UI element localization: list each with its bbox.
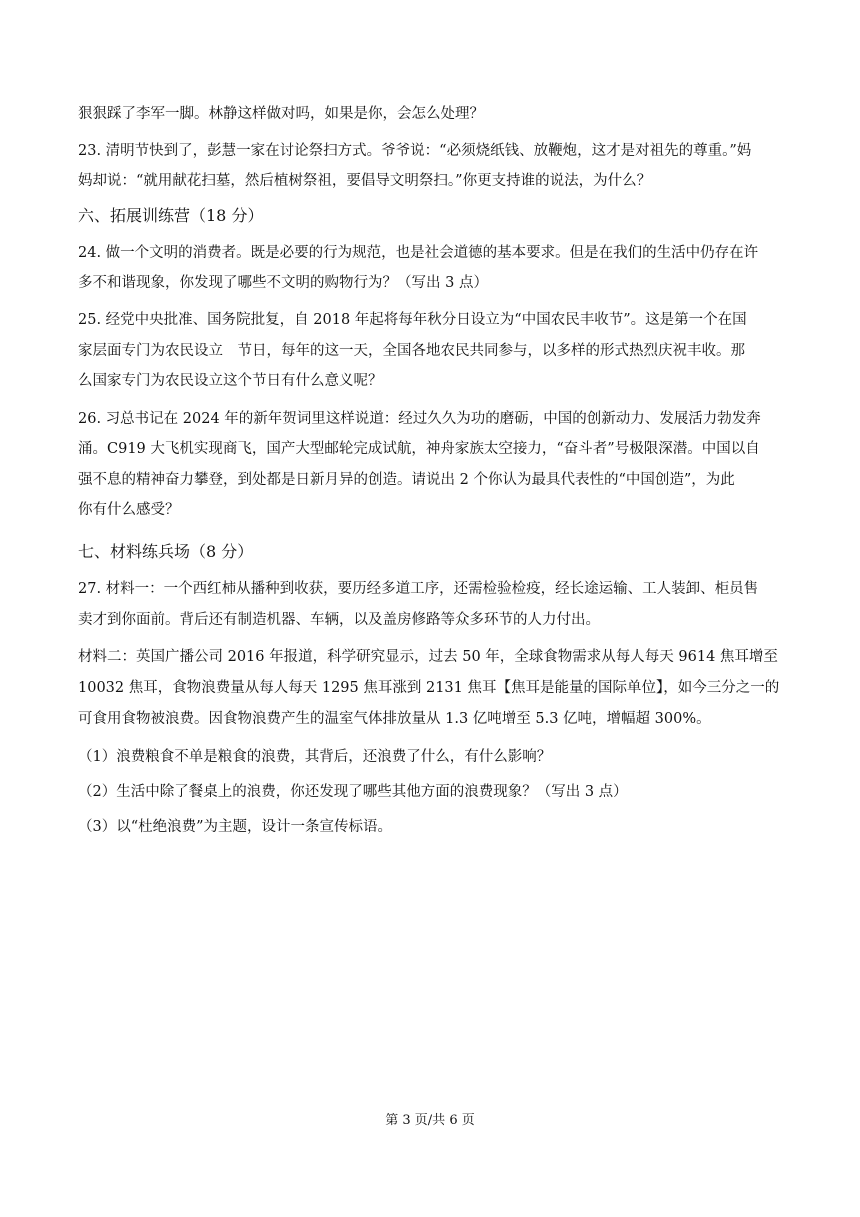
question-23-line-2: 妈却说：“就用献花扫墓，然后植树祭祖，要倡导文明祭扫。”你更支持谁的说法，为什么？ [78,173,652,189]
question-27-material-2-line-3: 可食用食物被浪费。因食物浪费产生的温室气体排放量从 1.3 亿吨增至 5.3 亿吨，增幅超 300%。 [78,711,711,727]
question-24-line-2: 多不和谐现象，你发现了哪些不文明的购物行为？（写出 3 点） [78,275,488,291]
question-27-material-2-line-2: 10032 焦耳，食物浪费量从每人每天 1295 焦耳涨到 2131 焦耳【焦耳是能量的国际单位】，如今三分之一的 [78,680,780,696]
question-27-material-1-line-1: 27. 材料一：一个西红柿从播种到收获，要历经多道工序，还需检验检疫，经长途运输、工人装卸、柜员售 [78,581,759,597]
question-26-line-2: 涌。C919 大飞机实现商飞，国产大型邮轮完成试航，神舟家族太空接力，“奋斗者”号极限深潜。中国以自 [78,441,760,457]
question-23-line-1: 23. 清明节快到了，彭慧一家在讨论祭扫方式。爷爷说：“必须烧纸钱、放鞭炮，这才是对祖先的尊重。”妈 [78,143,752,159]
section-6-heading: 六、拓展训练营（18 分） [78,206,264,225]
question-25-line-2: 家层面专门为农民设立 节日，每年的这一天，全国各地农民共同参与，以多样的形式热烈庆祝丰收。那 [78,343,745,359]
question-22-tail: 狠狠踩了李军一脚。林静这样做对吗，如果是你，会怎么处理？ [78,106,484,122]
question-27-sub-1: （1）浪费粮食不单是粮食的浪费，其背后，还浪费了什么，有什么影响？ [78,749,552,765]
question-27-material-2-line-1: 材料二：英国广播公司 2016 年报道，科学研究显示，过去 50 年，全球食物需求从每人每天 9614 焦耳增至 [78,649,778,665]
page-footer: 第 3 页/共 6 页 [385,1113,475,1128]
question-26-line-3: 强不息的精神奋力攀登，到处都是日新月异的创造。请说出 2 个你认为最具代表性的“中国创造”，为此 [78,472,735,488]
question-25-line-1: 25. 经党中央批准、国务院批复，自 2018 年起将每年秋分日设立为“中国农民丰收节”。这是第一个在国 [78,312,747,328]
question-27-material-1-line-2: 卖才到你面前。背后还有制造机器、车辆，以及盖房修路等众多环节的人力付出。 [78,612,600,628]
question-25-line-3: 么国家专门为农民设立这个节日有什么意义呢？ [78,373,383,389]
question-26-line-1: 26. 习总书记在 2024 年的新年贺词里这样说道：经过久久为功的磨砺，中国的创新动力、发展活力勃发奔 [78,411,761,427]
question-27-sub-2: （2）生活中除了餐桌上的浪费，你还发现了哪些其他方面的浪费现象？（写出 3 点） [78,784,628,800]
question-27-sub-3: （3）以“杜绝浪费”为主题，设计一条宣传标语。 [78,819,393,835]
question-24-line-1: 24. 做一个文明的消费者。既是必要的行为规范，也是社会道德的基本要求。但是在我们的生活中仍存在许 [78,245,759,261]
section-7-heading: 七、材料练兵场（8 分） [78,542,254,561]
question-26-line-4: 你有什么感受？ [78,502,180,518]
